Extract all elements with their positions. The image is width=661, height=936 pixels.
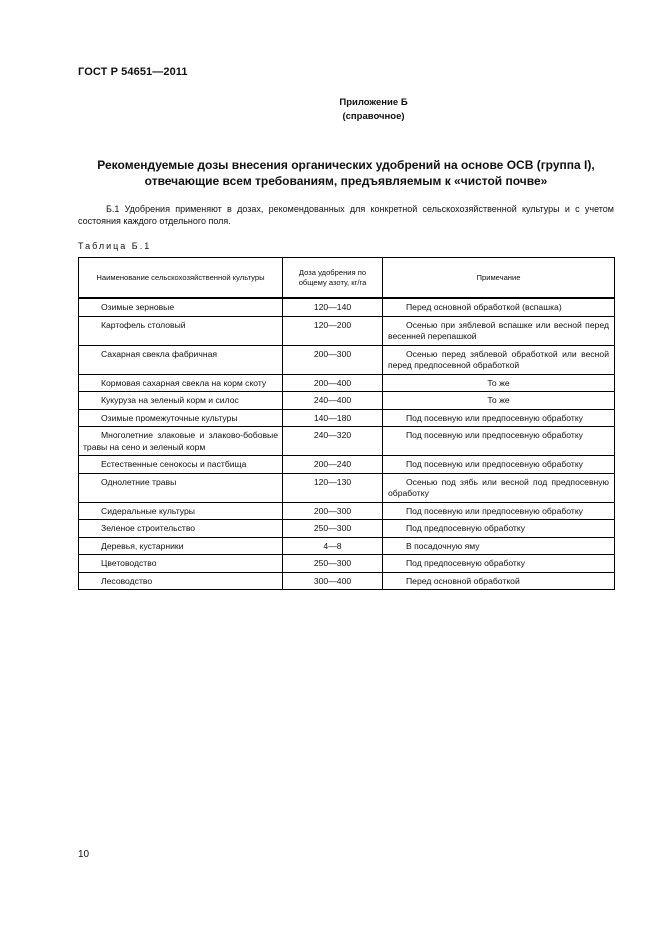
cell-dose: 200—300 [283,502,383,520]
cell-note: Осенью под зябь или весной под предпосевную обработку [383,473,615,502]
cell-dose: 4—8 [283,537,383,555]
cell-dose: 120—140 [283,298,383,316]
cell-crop: Картофель столовый [79,316,283,345]
cell-dose: 140—180 [283,409,383,427]
cell-dose: 200—240 [283,456,383,474]
cell-note: Под посевную или предпосевную обработку [383,409,615,427]
cell-dose: 120—200 [283,316,383,345]
cell-crop: Кукуруза на зеленый корм и силос [79,392,283,410]
cell-dose: 300—400 [283,572,383,590]
table-row [79,555,615,573]
table-row [79,345,615,374]
cell-crop: Цветоводство [79,555,283,573]
title-line-1: Рекомендуемые дозы внесения органических удобрений на основе ОСВ (группа I), [97,158,595,172]
standard-code: ГОСТ Р 54651—2011 [78,66,188,78]
cell-note: Под предпосевную обработку [383,520,615,538]
table-label: Таблица Б.1 [78,241,152,251]
cell-crop: Озимые промежуточные культуры [79,409,283,427]
table-row [79,502,615,520]
paragraph-b1: Б.1 Удобрения применяют в дозах, рекомендованных для конкретной сельскохозяйственной культуры и с учетом состояния каждого отдельного поля. [78,204,614,226]
page-number: 10 [78,849,90,860]
cell-dose: 240—320 [283,427,383,456]
appendix-label: Приложение Б [339,97,408,108]
cell-dose: 240—400 [283,392,383,410]
cell-note: Под посевную или предпосевную обработку [383,502,615,520]
title-line-2: отвечающие всем требованиям, предъявляемым к «чистой почве» [144,174,548,188]
table-row [79,392,615,410]
cell-crop: Сидеральные культуры [79,502,283,520]
cell-crop: Однолетние травы [79,473,283,502]
table-row [79,298,615,316]
cell-note: То же [383,392,615,410]
document-title [78,157,614,189]
cell-dose: 120—130 [283,473,383,502]
cell-note: Под предпосевную обработку [383,555,615,573]
cell-crop: Деревья, кустарники [79,537,283,555]
cell-note: То же [383,374,615,392]
table-row [79,456,615,474]
header-note: Примечание [383,258,615,299]
cell-note: Под посевную или предпосевную обработку [383,456,615,474]
dosage-table [78,257,615,590]
cell-crop: Кормовая сахарная свекла на корм скоту [79,374,283,392]
table-header-row [79,258,615,299]
table-row [79,473,615,502]
cell-note: В посадочную яму [383,537,615,555]
cell-crop: Зеленое строительство [79,520,283,538]
cell-crop: Сахарная свекла фабричная [79,345,283,374]
cell-note: Осенью при зяблевой вспашке или весной перед весенней перепашкой [383,316,615,345]
cell-note: Перед основной обработкой (вспашка) [383,298,615,316]
table-row [79,427,615,456]
cell-note: Осенью перед зяблевой обработкой или весной перед предпосевной обработкой [383,345,615,374]
appendix-type: (справочное) [342,111,405,122]
cell-crop: Естественные сенокосы и пастбища [79,456,283,474]
header-dose: Доза удобрения по общему азоту, кг/га [283,258,383,299]
table-row [79,572,615,590]
appendix-heading [0,96,661,124]
cell-note: Перед основной обработкой [383,572,615,590]
cell-crop: Озимые зерновые [79,298,283,316]
cell-dose: 200—400 [283,374,383,392]
table-row [79,374,615,392]
cell-dose: 250—300 [283,520,383,538]
cell-dose: 250—300 [283,555,383,573]
cell-note: Под посевную или предпосевную обработку [383,427,615,456]
table-row [79,520,615,538]
table-row [79,409,615,427]
cell-dose: 200—300 [283,345,383,374]
table-row [79,537,615,555]
header-crop: Наименование сельскохозяйственной культуры [79,258,283,299]
cell-crop: Многолетние злаковые и злаково-бобовые травы на сено и зеленый корм [79,427,283,456]
table-row [79,316,615,345]
cell-crop: Лесоводство [79,572,283,590]
